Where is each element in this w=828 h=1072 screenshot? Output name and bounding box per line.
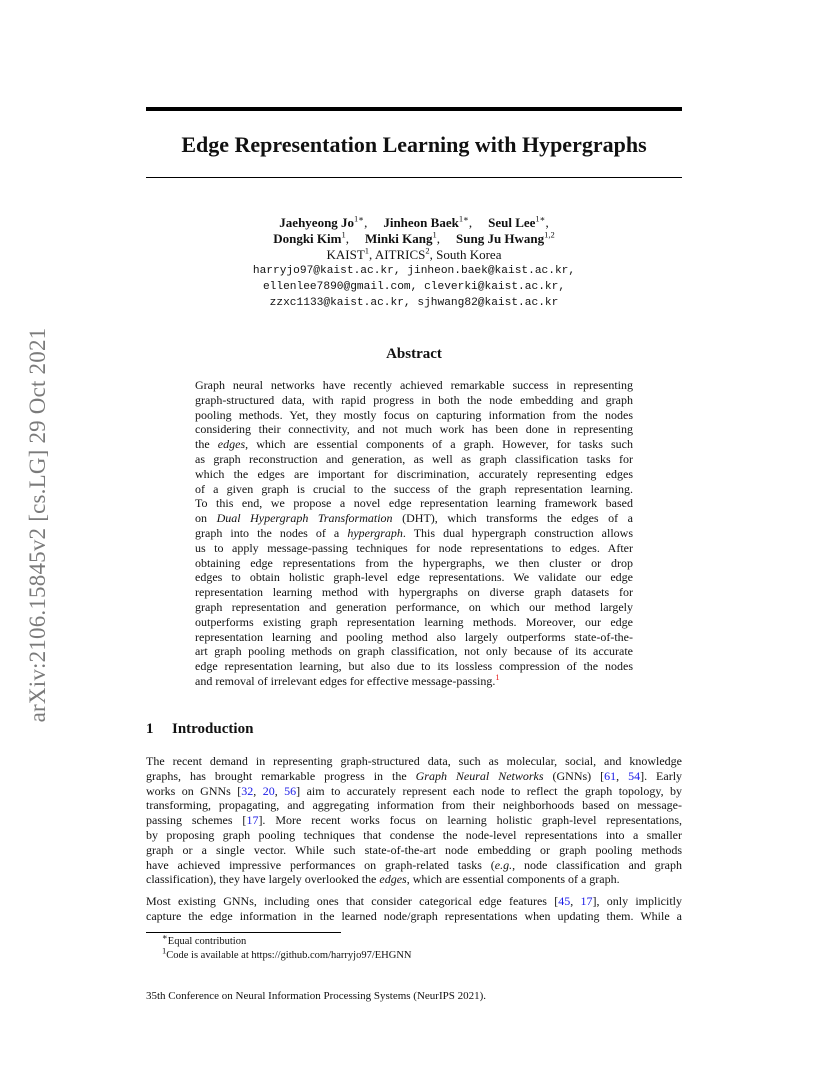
author-row-2: Dongki Kim$^1$, Minki Kang$^1$, Sung Ju Hwang$^{1,2}$ [273, 229, 555, 246]
text-line: on Dual Hypergraph Transformation (DHT), which transforms the edges of a [195, 511, 634, 526]
text-line: by proposing graph pooling techniques that condense the node-level representations into a smaller [146, 827, 682, 842]
text-line: To this end, we propose a novel edge representation learning framework based [195, 496, 633, 511]
footnote-code [162, 945, 412, 963]
email-line[interactable]: ellenlee7890@gmail.com, cleverki@kaist.ac.kr, [262, 281, 566, 293]
title-rule-top [146, 107, 682, 111]
footnote-text: Equal contribution [167, 936, 247, 947]
text-line: passing schemes [17]. More recent works focus on learning holistic graph-level representations, [146, 813, 682, 828]
footnote-text[interactable]: Code is available at https://github.com/harryjo97/EHGNN [166, 950, 412, 961]
footnote-rule [146, 932, 341, 933]
text-line: Most existing GNNs, including ones that consider categorical edge features [45, 17], only implicitly [146, 894, 683, 908]
section-number: 1 [146, 721, 154, 737]
text-line: the edges, which are essential components of a graph. However, for tasks such [195, 437, 633, 452]
affil-mark: 1 [364, 245, 370, 256]
author-affil-mark: 1∗ [354, 213, 365, 224]
text-line: outperforms existing graph representation learning methods. Moreover, our edge [195, 614, 633, 629]
abstract-heading: Abstract [386, 346, 442, 362]
text-line: of a given graph is crucial to the success of the graph representation learning. [195, 481, 633, 496]
author-affil-mark: 1∗ [458, 213, 469, 224]
author-name: Jinheon Baek [383, 215, 459, 230]
footnotes [162, 931, 412, 963]
text-line: representation learning and pooling method also largely outperforms state-of-the- [195, 629, 633, 644]
text-line: graph into the nodes of a hypergraph. This dual hypergraph construction allows [195, 525, 633, 540]
footnote-marker: 1 [162, 945, 167, 956]
author-name: Minki Kang [364, 231, 433, 246]
author-name: Jaehyeong Jo [279, 215, 355, 230]
text-line: edge representation learning, but also due to its lossless compression of the nodes [195, 659, 633, 674]
author-affil-mark: 1,2 [544, 229, 555, 240]
paper-title: Edge Representation Learning with Hypergraphs [181, 132, 647, 157]
footnote-ref: 1 [495, 671, 500, 682]
text-line: graph or a single vector. While such state-of-the-art node embedding or graph pooling methods [146, 842, 682, 857]
text-line: us to apply message-passing techniques for node representations to edges. After [195, 540, 633, 555]
text-line: transforming, propagating, and aggregating information from their neighborhoods based on message- [146, 798, 682, 813]
text-line: obtaining edge representations from the hypergraphs, we then cluster or drop [195, 555, 633, 570]
text-line: have achieved impressive performances on graph-related tasks (e.g., node classification and graph [146, 857, 682, 872]
footnote-equal-contribution [162, 931, 412, 949]
author-row-trailing-comma: , [545, 215, 549, 230]
text-line: which the edges are important for discrimination, accurately representing edges [195, 466, 633, 481]
arxiv-id: arXiv:2106.15845v2 [cs.LG] 29 Oct 2021 [25, 327, 50, 723]
abstract-body [195, 378, 633, 689]
author-block [146, 215, 682, 311]
text-line: capture the edge information in the learned node/graph representations when updating them. While a [146, 908, 682, 923]
text-line: graphs, has brought remarkable progress in the Graph Neural Networks (GNNs) [61, 54]. Early [146, 768, 683, 783]
text-line: edges to obtain holistic graph-level edge representations. We validate our edge [195, 570, 633, 585]
conference-note: 35th Conference on Neural Information Processing Systems (NeurIPS 2021). [146, 990, 487, 1002]
author-affil-mark: 1 [432, 229, 437, 240]
text-line: and removal of irrelevant edges for effective message-passing.$^1$ [195, 671, 500, 688]
text-line: works on GNNs [32, 20, 56] aim to accurately represent each node to reflect the graph topology, by [146, 783, 683, 798]
affil-aitrics: , AITRICS [369, 247, 426, 262]
affil-mark: 2 [425, 245, 430, 256]
footnote-marker: ∗ [162, 931, 168, 942]
affil-country: , South Korea [429, 247, 502, 262]
email-line[interactable]: harryjo97@kaist.ac.kr, jinheon.baek@kaist.ac.kr, [252, 265, 576, 277]
text-line: as graph reconstruction and generation, as well as graph classification tasks for [195, 451, 633, 466]
author-name: Dongki Kim [273, 231, 342, 246]
author-name: Sung Ju Hwang [456, 231, 545, 246]
arxiv-stamp [18, 290, 58, 760]
text-line: art graph pooling methods on graph classification, not only because of its accurate [195, 644, 633, 659]
intro-paragraph-1 [146, 754, 682, 887]
section-title: Introduction [172, 721, 254, 737]
text-line: graph representation and generation performance, on which our method largely [195, 599, 633, 614]
text-line: Graph neural networks have recently achieved remarkable success in representing [195, 378, 633, 392]
text-line: pooling methods. Yet, they mostly focus on capturing information from the nodes [195, 407, 633, 422]
author-affil-mark: 1∗ [535, 213, 546, 224]
text-line: graph-structured data, with rapid progress in both the node embedding and graph [195, 392, 633, 407]
author-row-1: Jaehyeong $Jo^{1∗}$, Jinheon Baek$^{1∗}$, Seul Lee$^{1∗}$, [279, 213, 549, 230]
text-line: classification), they have largely overlooked the edges, which are essential components of a graph. [146, 872, 620, 887]
email-line[interactable]: zzxc1133@kaist.ac.kr, sjhwang82@kaist.ac.kr [269, 297, 559, 309]
intro-paragraph-2 [146, 894, 682, 924]
affil-kaist: KAIST [326, 247, 365, 262]
text-line: considering their connectivity, and not much work has been done in representing [195, 422, 633, 437]
section-heading-introduction [146, 719, 253, 739]
text-line: The recent demand in representing graph-structured data, such as molecular, social, and knowledge [146, 754, 682, 768]
author-affil-mark: 1 [341, 229, 346, 240]
author-name: Seul Lee [488, 215, 536, 230]
text-line: representation learning method with hypergraphs on diverse graph datasets for [195, 585, 633, 600]
title-rule-bottom [146, 177, 682, 178]
affiliation [146, 247, 682, 263]
